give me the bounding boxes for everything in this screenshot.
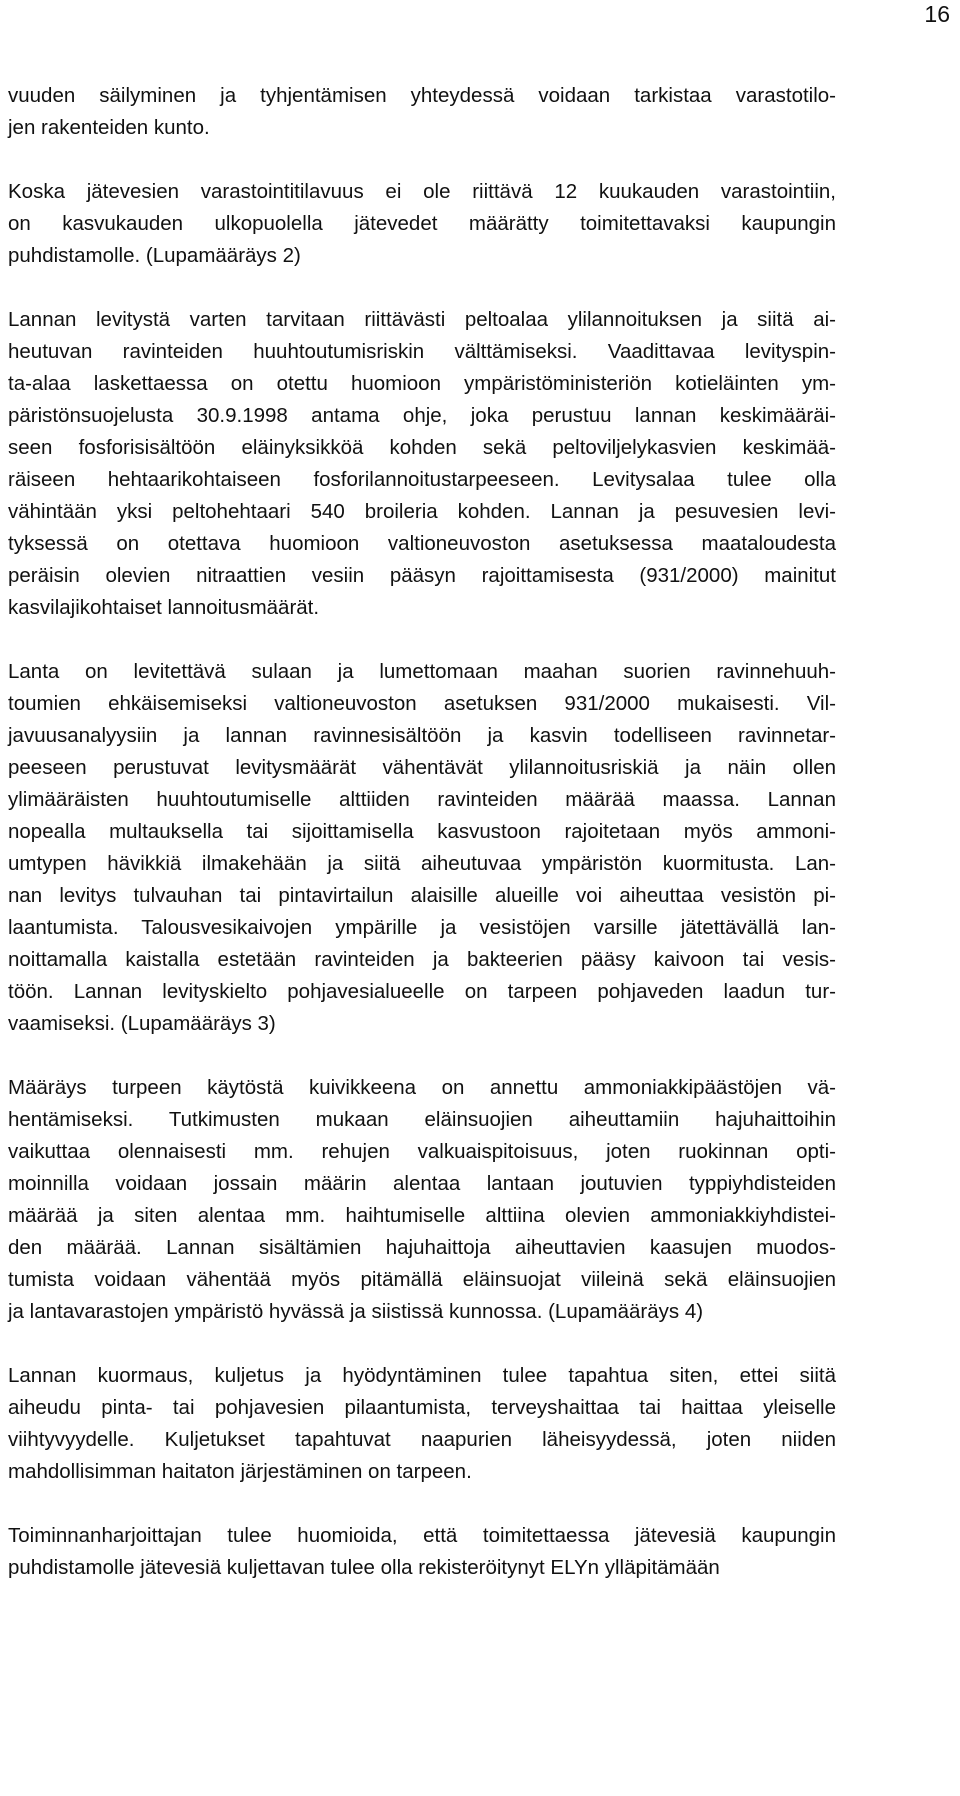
text-line: noittamalla kaistalla estetään ravinteiden ja bakteerien pääsy kaivoon tai vesis- — [8, 948, 836, 971]
text-line: den määrää. Lannan sisältämien hajuhaittoja aiheuttavien kaasujen muodos- — [8, 1236, 836, 1259]
text-line: Koska jätevesien varastointitilavuus ei ole riittävä 12 kuukauden varastointiin, — [8, 180, 836, 203]
text-line: heutuvan ravinteiden huuhtoutumisriskin välttämiseksi. Vaadittavaa levityspin- — [8, 340, 836, 363]
paragraph-manure-transport — [8, 1360, 836, 1488]
text-line: puhdistamolle. (Lupamääräys 2) — [8, 244, 301, 267]
document-body — [8, 80, 836, 1616]
text-line: päristönsuojelusta 30.9.1998 antama ohje, joka perustuu lannan keskimääräi- — [8, 404, 836, 427]
text-line: Määräys turpeen käytöstä kuivikkeena on annettu ammoniakkipäästöjen vä- — [8, 1076, 836, 1099]
text-line: kasvilajikohtaiset lannoitusmäärät. — [8, 596, 320, 619]
text-line: jen rakenteiden kunto. — [8, 116, 210, 139]
text-line: räiseen hehtaarikohtaiseen fosforilannoitustarpeeseen. Levitysalaa tulee olla — [8, 468, 836, 491]
text-line: hentämiseksi. Tutkimusten mukaan eläinsuojien aiheuttamiin hajuhaittoihin — [8, 1108, 836, 1131]
text-line: nopealla multauksella tai sijoittamisella kasvustoon rajoitetaan myös ammoni- — [8, 820, 836, 843]
paragraph-manure-spreading-area — [8, 304, 836, 624]
text-line: on kasvukauden ulkopuolella jätevedet määrätty toimitettavaksi kaupungin — [8, 212, 836, 235]
text-line: töön. Lannan levityskielto pohjavesialueelle on tarpeen pohjaveden laadun tur- — [8, 980, 836, 1003]
text-line: tyksessä on otettava huomioon valtioneuvoston asetuksessa maataloudesta — [8, 532, 836, 555]
text-line: viihtyvyydelle. Kuljetukset tapahtuvat naapurien läheisyydessä, joten niiden — [8, 1428, 836, 1451]
text-line: ylimääräisten huuhtoutumiselle alttiiden ravinteiden määrää maassa. Lannan — [8, 788, 836, 811]
paragraph-spreading-conditions — [8, 656, 836, 1040]
text-line: vaamiseksi. (Lupamääräys 3) — [8, 1012, 276, 1035]
text-line: peeseen perustuvat levitysmäärät vähentävät ylilannoitusriskiä ja näin ollen — [8, 756, 836, 779]
page-number: 16 — [924, 1, 950, 27]
text-line: ja lantavarastojen ympäristö hyvässä ja siistissä kunnossa. (Lupamääräys 4) — [8, 1300, 704, 1323]
text-line: Lanta on levitettävä sulaan ja lumettomaan maahan suorien ravinnehuuh- — [8, 660, 836, 683]
text-line: laantumista. Talousvesikaivojen ympärille ja vesistöjen varsille jätettävällä lan- — [8, 916, 836, 939]
paragraph-wastewater-storage — [8, 176, 836, 272]
text-line: määrää ja siten alentaa mm. haihtumiselle alttiina olevien ammoniakkiyhdistei- — [8, 1204, 836, 1227]
text-line: moinnilla voidaan jossain määrin alentaa lantaan joutuvien typpiyhdisteiden — [8, 1172, 836, 1195]
text-line: umtypen hävikkiä ilmakehään ja siitä aiheutuvaa ympäristön kuormitusta. Lan- — [8, 852, 836, 875]
text-line: vaikuttaa olennaisesti mm. rehujen valkuaispitoisuus, joten ruokinnan opti- — [8, 1140, 836, 1163]
text-line: vähintään yksi peltohehtaari 540 broileria kohden. Lannan ja pesuvesien levi- — [8, 500, 836, 523]
text-line: Lannan levitystä varten tarvitaan riittävästi peltoalaa ylilannoituksen ja siitä ai- — [8, 308, 836, 331]
text-line: aiheudu pinta- tai pohjavesien pilaantumista, terveyshaittaa tai haittaa yleiselle — [8, 1396, 836, 1419]
text-line: javuusanalyysiin ja lannan ravinnesisältöön ja kasvin todelliseen ravinnetar- — [8, 724, 836, 747]
text-line: seen fosforisisältöön eläinyksikköä kohden sekä peltoviljelykasvien keskimää- — [8, 436, 836, 459]
text-line: nan levitys tulvauhan tai pintavirtailun alaisille alueille voi aiheuttaa vesistön pi- — [8, 884, 836, 907]
text-line: tumista voidaan vähentää myös pitämällä eläinsuojat viileinä sekä eläinsuojien — [8, 1268, 836, 1291]
text-line: Lannan kuormaus, kuljetus ja hyödyntäminen tulee tapahtua siten, ettei siitä — [8, 1364, 836, 1387]
paragraph-peat-bedding — [8, 1072, 836, 1328]
text-line: ta-alaa laskettaessa on otettu huomioon ympäristöministeriön kotieläinten ym- — [8, 372, 836, 395]
text-line: vuuden säilyminen ja tyhjentämisen yhteydessä voidaan tarkistaa varastotilo- — [8, 84, 836, 107]
text-line: peräisin olevien nitraattien vesiin pääsyn rajoittamisesta (931/2000) mainitut — [8, 564, 836, 587]
text-line: puhdistamolle jätevesiä kuljettavan tulee olla rekisteröitynyt ELYn ylläpitämään — [8, 1556, 720, 1579]
text-line: Toiminnanharjoittajan tulee huomioida, että toimitettaessa jätevesiä kaupungin — [8, 1524, 836, 1547]
paragraph-tank-inspection — [8, 80, 836, 144]
text-line: toumien ehkäisemiseksi valtioneuvoston asetuksen 931/2000 mukaisesti. Vil- — [8, 692, 836, 715]
text-line: mahdollisimman haitaton järjestäminen on tarpeen. — [8, 1460, 472, 1483]
paragraph-operator-obligation — [8, 1520, 836, 1584]
